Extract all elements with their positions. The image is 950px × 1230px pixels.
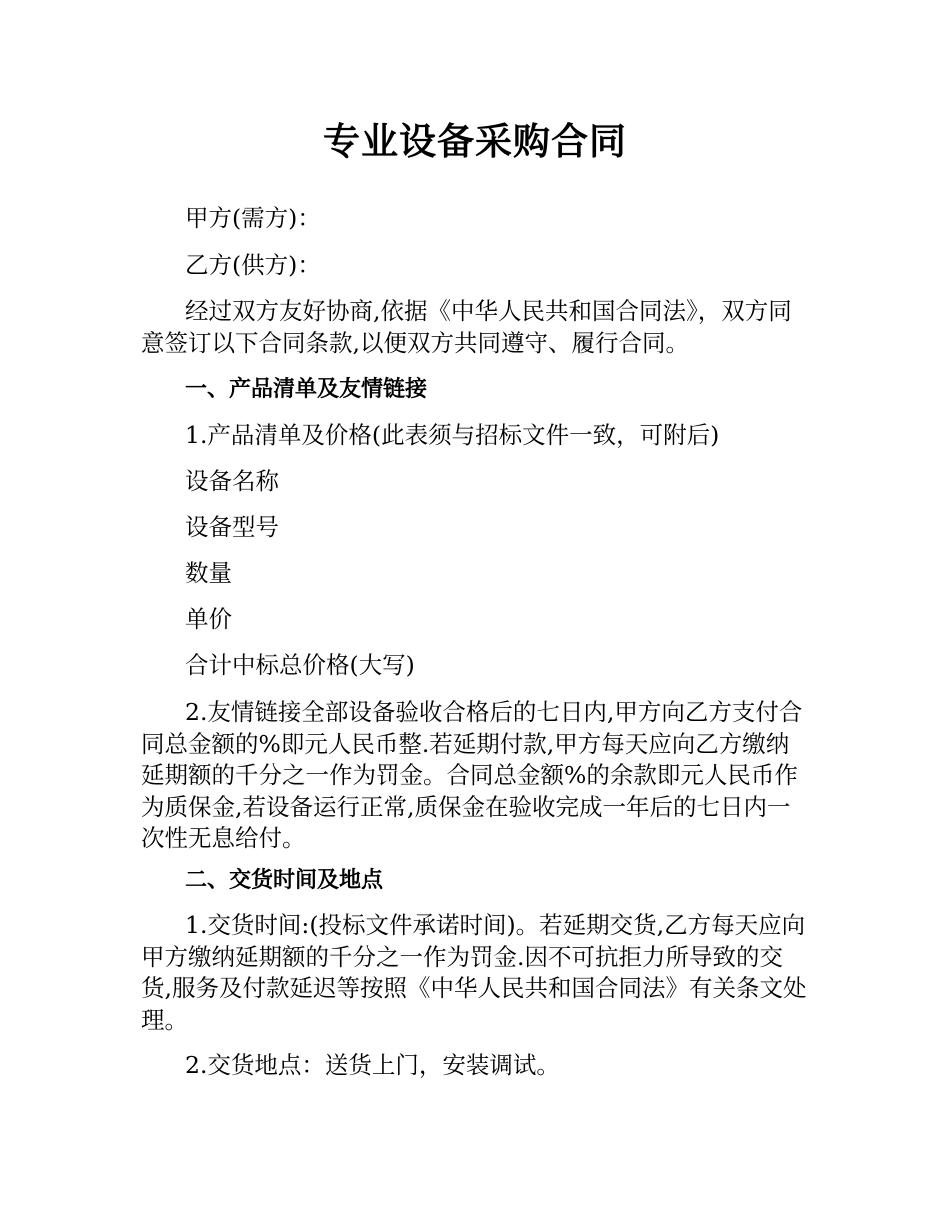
field-quantity: 数量: [185, 559, 232, 587]
section-1-item-2: 2.友情链接全部设备验收合格后的七日内,甲方向乙方支付合同总金额的%即元人民币整.若延期付款,甲方每天应向乙方缴纳延期额的千分之一作为罚金。合同总金额%的余款即元人民币作为质保金,若设备运行正常,质保金在验收完成一年后的七日内一次性无息给付。: [141, 698, 803, 852]
party-b-line: 乙方(供方)：: [185, 251, 321, 279]
section-1-heading: 一、产品清单及友情链接: [185, 377, 428, 402]
section-2-item-2: 2.交货地点：送货上门，安装调试。: [185, 1051, 560, 1079]
contract-title: 专业设备采购合同: [323, 120, 627, 163]
field-equipment-model: 设备型号: [185, 513, 279, 541]
section-2-heading: 二、交货时间及地点: [185, 868, 384, 893]
field-equipment-name: 设备名称: [185, 467, 279, 495]
intro-paragraph: 经过双方友好协商,依据《中华人民共和国合同法》，双方同意签订以下合同条款,以便双方共同遵守、履行合同。: [141, 297, 792, 357]
field-total-price: 合计中标总价格(大写): [185, 651, 415, 679]
section-1-item-1: 1.产品清单及价格(此表须与招标文件一致，可附后): [185, 421, 720, 449]
party-a-line: 甲方(需方)：: [185, 204, 321, 232]
section-2-item-1: 1.交货时间:(投标文件承诺时间)。若延期交货,乙方每天应向甲方缴纳延期额的千分之一作为罚金.因不可抗拒力所导致的交货,服务及付款延迟等按照《中华人民共和国合同法》有关条文处理。: [141, 911, 807, 1034]
field-unit-price: 单价: [185, 605, 232, 633]
